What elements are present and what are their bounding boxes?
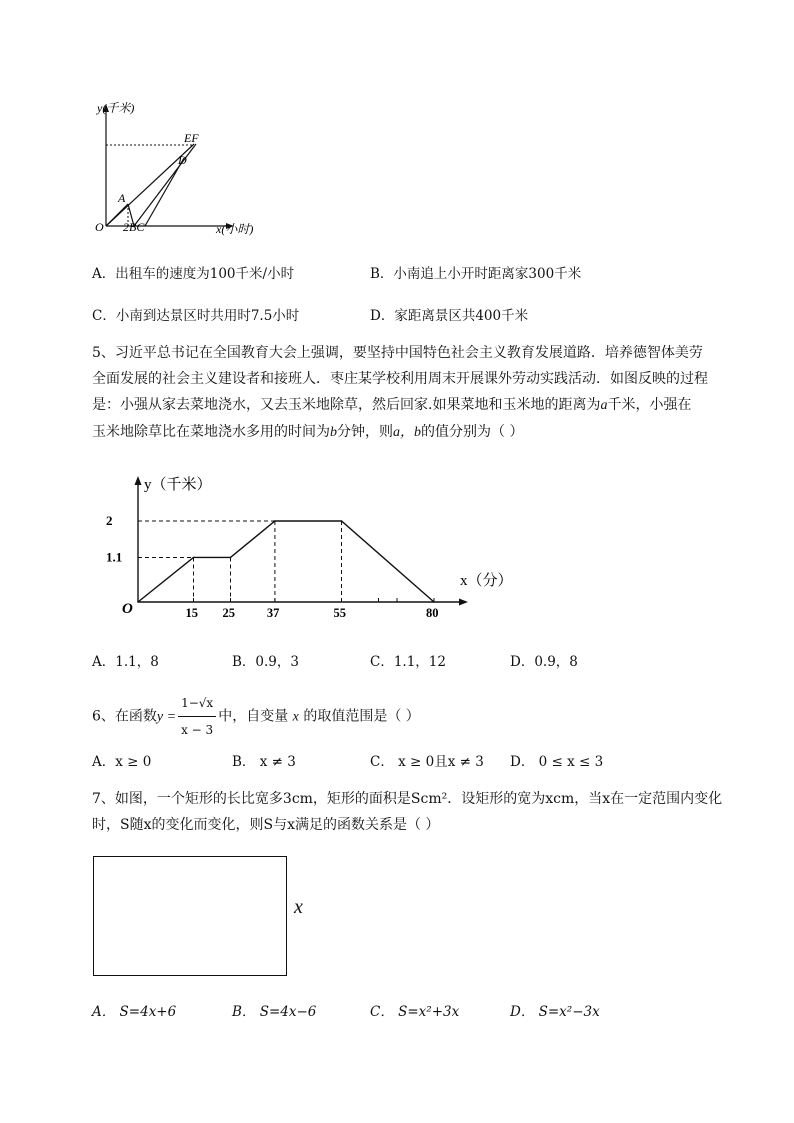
data-point: [274, 520, 276, 522]
bottom-labels: 2BC: [123, 220, 145, 234]
x-tick-label: 37: [266, 606, 280, 620]
q6-question: 6、在函数y = $\frac{1-√x}{x - 3}$ 中，自变量 x 的取值范围是（ ）: [92, 690, 772, 743]
x-tick-label: 15: [185, 606, 198, 620]
chart-x-arrow: [459, 599, 468, 606]
q7-line-2: 时，S随x的变化而变化，则S与x满足的函数关系是（ ）: [92, 817, 440, 833]
q4-figure: [90, 98, 280, 240]
q7-question: [92, 786, 772, 838]
q4-option-a[interactable]: A．出租车的速度为100千米/小时: [92, 266, 295, 282]
q5-line-2: 全面发展的社会主义建设者和接班人．枣庄某学校利用周末开展课外劳动实践活动．如图反映的过程: [92, 371, 708, 387]
q5-option-c[interactable]: C．1.1，12: [370, 654, 446, 670]
q5-line-3: 是：小强从家去菜地浇水，又去玉米地除草，然后回家.如果菜地和玉米地的距离为a千米，小强在: [92, 397, 692, 413]
q5-option-d[interactable]: D．0.9，8: [510, 654, 578, 670]
q7-option-d[interactable]: D． S=x²−3x: [510, 1004, 600, 1020]
q5-line-1: 5、习近平总书记在全国教育大会上强调，要坚持中国特色社会主义教育发展道路．培养德智体美劳: [92, 345, 703, 361]
q6-fraction: $\frac{1-√x}{x - 3}$: [178, 690, 216, 743]
data-point: [137, 601, 139, 603]
line-b-to-f: [134, 144, 196, 226]
q6-option-b[interactable]: B． x ≠ 3: [232, 754, 296, 770]
q7-option-c[interactable]: C． S=x²+3x: [370, 1004, 460, 1020]
q7-rectangle: [93, 856, 287, 976]
q7-option-a[interactable]: A． S=4x+6: [92, 1004, 177, 1020]
q4-option-c[interactable]: C．小南到达景区时共用时7.5小时: [92, 308, 300, 324]
data-point: [341, 520, 343, 522]
q5-option-b[interactable]: B．0.9，3: [232, 654, 299, 670]
y-tick-label: 1.1: [106, 549, 123, 565]
line-c-to-d: [145, 158, 184, 226]
q6-y-eq: y =: [156, 709, 177, 725]
q6-option-a[interactable]: A．x ≥ 0: [92, 754, 152, 770]
q5-line-4: 玉米地除草比在菜地浇水多用的时间为b分钟，则a，b的值分别为（ ）: [92, 424, 524, 440]
data-point: [230, 557, 232, 559]
q5-option-a[interactable]: A．1.1，8: [92, 654, 159, 670]
x-tick-label: 80: [426, 606, 439, 620]
q4-option-b[interactable]: B．小南追上小开时距离家300千米: [370, 266, 582, 282]
chart-x-label: x（分）: [460, 573, 513, 589]
d-label: D: [178, 153, 187, 167]
q4-option-d[interactable]: D．家距离景区共400千米: [370, 308, 529, 324]
y-tick-label: 2: [106, 513, 113, 528]
chart-origin: O: [122, 601, 133, 617]
q6-option-c[interactable]: C． x ≥ 0且x ≠ 3: [370, 754, 484, 770]
chart-y-label: y（千米）: [144, 477, 212, 493]
ef-label: EF: [184, 131, 199, 145]
origin-label: O: [95, 220, 104, 234]
x-tick-label: 25: [222, 606, 235, 620]
q7-option-b[interactable]: B． S=4x−6: [232, 1004, 317, 1020]
q6-option-d[interactable]: D． 0 ≤ x ≤ 3: [510, 754, 604, 770]
chart-y-arrow: [135, 476, 142, 485]
x-tick-label: 55: [333, 606, 346, 620]
x-axis-label: x(小时): [216, 222, 254, 236]
q5-chart: [100, 472, 520, 622]
data-point: [193, 557, 195, 559]
a-label: A: [118, 191, 126, 205]
q7-rect-label: x: [294, 896, 303, 918]
y-axis-label: y(千米): [97, 101, 135, 115]
series-line: [138, 521, 434, 602]
q5-question: [92, 340, 772, 446]
q7-line-1: 7、如图，一个矩形的长比宽多3cm，矩形的面积是Scm²．设矩形的宽为xcm，当x在一定范围内变化: [92, 791, 723, 807]
data-point: [433, 601, 435, 603]
